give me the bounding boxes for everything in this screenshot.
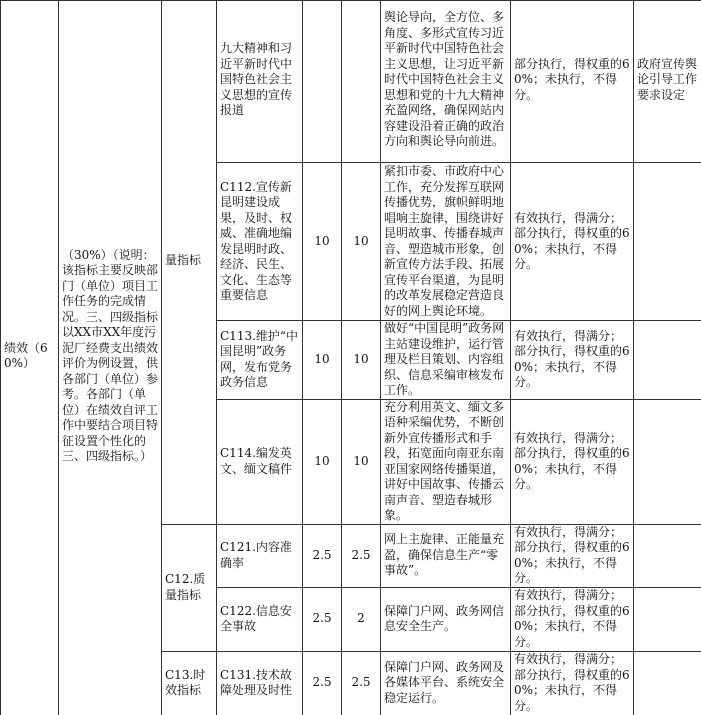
standard-text: 保障门户网、政务网信息安全生产。 bbox=[384, 603, 505, 633]
indicator-text: C131.技术故障处理及时性 bbox=[220, 667, 293, 697]
weight-cell: 10 bbox=[303, 163, 342, 321]
score-cell: 2 bbox=[342, 587, 381, 651]
level3-label: C13.时效指标 bbox=[165, 667, 206, 697]
level3-label: C12.质量指标 bbox=[165, 572, 206, 602]
score-cell bbox=[342, 1, 381, 163]
standard-text: 做好“中国昆明”政务网主站建设维护，运行管理及栏目策划、内容组织、信息采编审核发布工作。 bbox=[384, 321, 505, 397]
indicator-cell bbox=[217, 321, 303, 400]
method-cell bbox=[511, 163, 634, 321]
remark-text: 政府宣传舆论引导工作要求设定 bbox=[637, 56, 698, 102]
method-text: 有效执行，得满分；部分执行，得权重的60%；未执行，不得分。 bbox=[514, 328, 630, 390]
score-cell: 10 bbox=[342, 399, 381, 524]
indicator-text: C122.信息安全事故 bbox=[220, 603, 292, 633]
indicator-text: C121.内容准确率 bbox=[220, 540, 292, 570]
indicator-text: C114.编发英文、缅文稿件 bbox=[220, 446, 293, 476]
indicator-cell bbox=[217, 651, 303, 715]
standard-text: 网上主旋律、正能量充盈，确保信息生产“零事故”。 bbox=[384, 532, 505, 578]
remark-cell bbox=[634, 321, 701, 400]
weight-cell: 2.5 bbox=[303, 651, 342, 715]
remark-cell bbox=[634, 163, 701, 321]
indicator-cell bbox=[217, 524, 303, 587]
remark-cell bbox=[634, 587, 701, 651]
score-cell: 10 bbox=[342, 321, 381, 400]
indicator-text: C113.维护“中国昆明”政务网，发布党务政务信息 bbox=[220, 328, 299, 390]
table-row bbox=[1, 1, 701, 163]
method-text: 有效执行，得满分；部分执行，得权重的60%；未执行，不得分。 bbox=[514, 524, 630, 585]
indicator-cell bbox=[217, 1, 303, 163]
score-cell: 2.5 bbox=[342, 651, 381, 715]
level1-label: 绩效（60%） bbox=[4, 340, 48, 371]
standard-cell bbox=[381, 1, 511, 163]
score-cell: 10 bbox=[342, 163, 381, 321]
remark-cell bbox=[634, 1, 701, 163]
standard-text: 紧扣市委、市政府中心工作，充分发挥互联网传播优势，旗帜鲜明地唱响主旋律，围绕讲好昆明故事、传播春城声音、塑造城市形象，创新宣传方法手段、拓展宣传平台渠道，为昆明的改革发展稳定营造良好的网上舆论环境。 bbox=[384, 164, 505, 318]
level3-cell bbox=[162, 524, 217, 651]
standard-text: 舆论导向，全方位、多角度、多形式宣传习近平新时代中国特色社会主义思想，让习近平新时代中国特色社会主义思想和党的十九大精神充盈网络，确保网站内容建设沿着正确的政治方向和舆论导向前进。 bbox=[384, 10, 505, 149]
level3-cell bbox=[162, 1, 217, 525]
remark-cell bbox=[634, 524, 701, 587]
method-cell bbox=[511, 1, 634, 163]
method-cell bbox=[511, 321, 634, 400]
weight-cell: 2.5 bbox=[303, 524, 342, 587]
indicator-cell bbox=[217, 587, 303, 651]
method-text: 有效执行，得满分；部分执行，得权重的60%；未执行，不得分。 bbox=[514, 652, 630, 713]
method-text: 有效执行，得满分；部分执行，得权重的60%；未执行，不得分。 bbox=[514, 430, 630, 491]
note-cell bbox=[59, 1, 162, 715]
method-cell bbox=[511, 587, 634, 651]
method-cell bbox=[511, 524, 634, 587]
standard-cell bbox=[381, 163, 511, 321]
standard-cell bbox=[381, 399, 511, 524]
indicator-text: C112.宣传新昆明建设成果，及时、权威、准确地编发昆明时政、经济、民生、文化、生态等重要信息 bbox=[220, 179, 293, 302]
standard-cell bbox=[381, 651, 511, 715]
standard-text: 充分利用英文、缅文多语种采编优势，不断创新外宣传播形式和手段，拓宽面向南亚东南亚国家网络传播渠道，讲好中国故事、传播云南声音、塑造春城形象。 bbox=[384, 399, 505, 522]
standard-cell bbox=[381, 321, 511, 400]
weight-cell: 10 bbox=[303, 399, 342, 524]
standard-text: 保障门户网、政务网及各媒体平台、系统安全稳定运行。 bbox=[384, 659, 505, 705]
level1-cell bbox=[1, 1, 59, 715]
level3-label: 量指标 bbox=[165, 253, 202, 267]
method-cell bbox=[511, 399, 634, 524]
remark-cell bbox=[634, 651, 701, 715]
remark-cell bbox=[634, 399, 701, 524]
level3-cell bbox=[162, 651, 217, 715]
score-cell: 2.5 bbox=[342, 524, 381, 587]
weight-cell bbox=[303, 1, 342, 163]
indicator-text: 九大精神和习近平新时代中国特色社会主义思想的宣传报道 bbox=[220, 41, 293, 118]
weight-cell: 10 bbox=[303, 321, 342, 400]
standard-cell bbox=[381, 524, 511, 587]
standard-cell bbox=[381, 587, 511, 651]
note-text: （30%）（说明：该指标主要反映部门（单位）项目工作任务的完成情况。三、四级指标以XX市XX年度污泥厂经费支出绩效评价为例设置，供各部门（单位）参考。各部门（单位）在绩效自评工作中要结合项目特征设置个性化的三、四级指标。） bbox=[62, 247, 159, 464]
method-text: 有效执行，得满分；部分执行，得权重的60%；未执行，不得分。 bbox=[514, 210, 630, 271]
method-text: 部分执行，得权重的60%；未执行，不得分。 bbox=[514, 56, 630, 102]
method-text: 有效执行，得满分；部分执行，得权重的60%；未执行，不得分。 bbox=[514, 588, 630, 649]
weight-cell: 2.5 bbox=[303, 587, 342, 651]
indicator-cell bbox=[217, 163, 303, 321]
indicator-cell bbox=[217, 399, 303, 524]
method-cell bbox=[511, 651, 634, 715]
